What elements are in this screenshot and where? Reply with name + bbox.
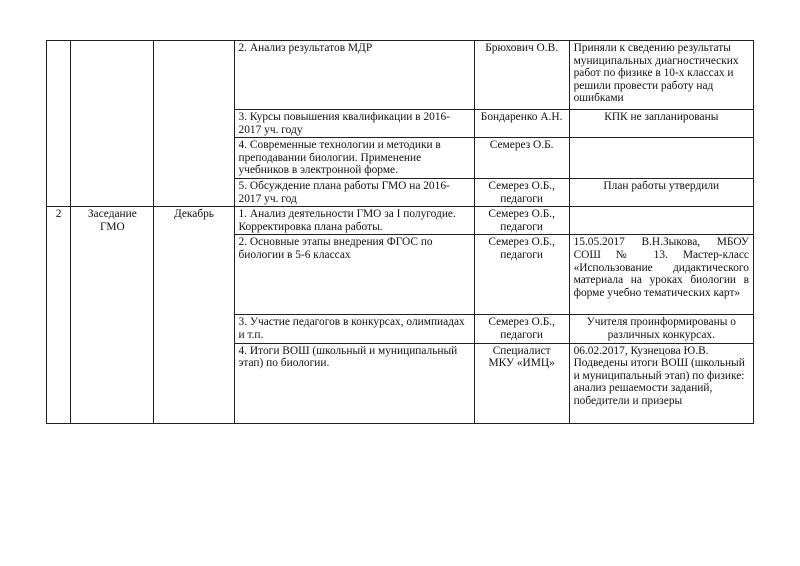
- cell-result: КПК не запланированы: [569, 110, 753, 138]
- cell-responsible: Семерез О.Б., педагоги: [474, 315, 569, 343]
- cell-responsible: Семерез О.Б., педагоги: [474, 207, 569, 235]
- cell-result: [569, 138, 753, 179]
- cell-responsible: Семерез О.Б.: [474, 138, 569, 179]
- cell-responsible: Бондаренко А.Н.: [474, 110, 569, 138]
- cell-responsible: Специалист МКУ «ИМЦ»: [474, 343, 569, 423]
- cell-topic: 3. Курсы повышения квалификации в 2016-2017 уч. году: [234, 110, 474, 138]
- cell-result: [569, 207, 753, 235]
- meeting-number: 2: [47, 207, 71, 423]
- cell-result: 15.05.2017 В.Н.Зыкова, МБОУ СОШ № 13. Мастер-класс «Использование дидактического материала на уроках биологии в форме учебно тематических карт»: [569, 235, 753, 315]
- meeting-form: Заседание ГМО: [71, 207, 154, 423]
- cell-result: Учителя проинформированы о различных конкурсах.: [569, 315, 753, 343]
- cell-topic: 5. Обсуждение плана работы ГМО на 2016-2017 уч. год: [234, 178, 474, 206]
- cell-number-empty: [47, 41, 71, 207]
- cell-topic: 4. Современные технологии и методики в преподавании биологии. Применение учебников в электронной форме.: [234, 138, 474, 179]
- work-plan-table: [46, 40, 754, 424]
- meeting-month: Декабрь: [154, 207, 234, 423]
- cell-month-empty: [154, 41, 234, 207]
- cell-topic: 4. Итоги ВОШ (школьный и муниципальный этап) по биологии.: [234, 343, 474, 423]
- cell-result: 06.02.2017, Кузнецова Ю.В. Подведены итоги ВОШ (школьный и муниципальный этап) по физике: анализ решаемости заданий, победители и призеры: [569, 343, 753, 423]
- cell-responsible: Семерез О.Б., педагоги: [474, 235, 569, 315]
- table-row: [47, 207, 754, 235]
- cell-form-empty: [71, 41, 154, 207]
- cell-result: План работы утвердили: [569, 178, 753, 206]
- cell-topic: 2. Анализ результатов МДР: [234, 41, 474, 110]
- cell-responsible: Брюхович О.В.: [474, 41, 569, 110]
- table-row: [47, 41, 754, 110]
- cell-topic: 1. Анализ деятельности ГМО за I полугодие. Корректировка плана работы.: [234, 207, 474, 235]
- cell-topic: 3. Участие педагогов в конкурсах, олимпиадах и т.п.: [234, 315, 474, 343]
- cell-result: Приняли к сведению результаты муниципальных диагностических работ по физике в 10-х классах и решили провести работу над ошибками: [569, 41, 753, 110]
- cell-topic: 2. Основные этапы внедрения ФГОС по биологии в 5-6 классах: [234, 235, 474, 315]
- cell-responsible: Семерез О.Б., педагоги: [474, 178, 569, 206]
